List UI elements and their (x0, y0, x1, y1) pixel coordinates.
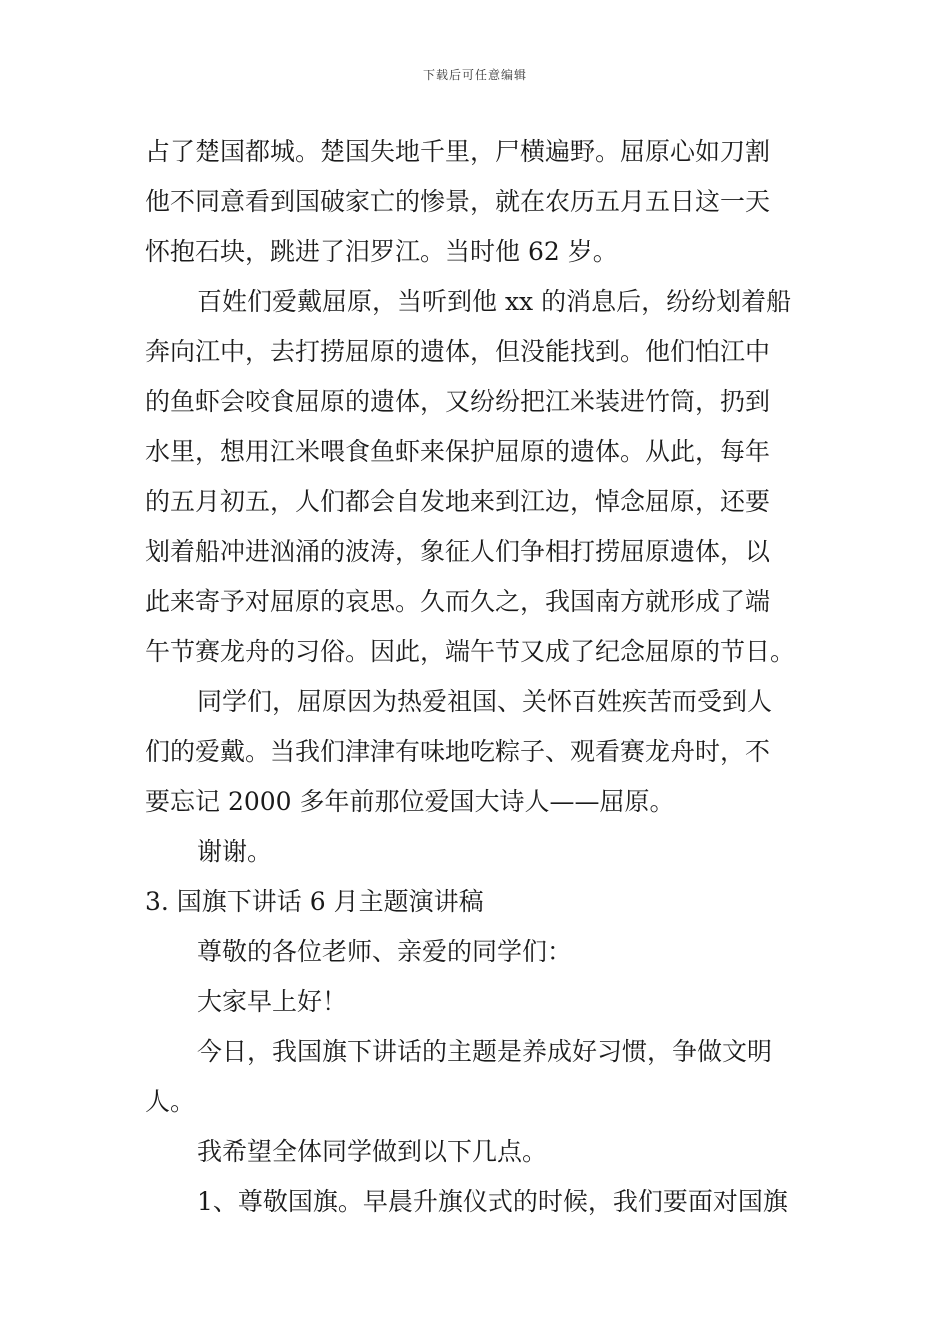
text-line: 们的爱戴。当我们津津有味地吃粽子、观看赛龙舟时，不 (145, 737, 771, 766)
text-line: 1、尊敬国旗。早晨升旗仪式的时候，我们要面对国旗 (197, 1187, 788, 1216)
text-line: 我希望全体同学做到以下几点。 (197, 1137, 548, 1166)
text-line: 奔向江中，去打捞屈原的遗体，但没能找到。他们怕江中 (145, 337, 771, 366)
document-body (145, 127, 809, 1227)
text-line: 大家早上好！ (197, 987, 348, 1016)
text-line: 他不同意看到国破家亡的惨景，就在农历五月五日这一天 (145, 187, 771, 216)
text-line: 怀抱石块，跳进了汨罗江。当时他 62 岁。 (145, 237, 618, 266)
text-line: 水里，想用江米喂食鱼虾来保护屈原的遗体。从此，每年 (145, 437, 771, 466)
text-line: 今日，我国旗下讲话的主题是养成好习惯，争做文明 (197, 1037, 773, 1066)
text-line: 占了楚国都城。楚国失地千里，尸横遍野。屈原心如刀割 (145, 137, 771, 166)
text-line: 尊敬的各位老师、亲爱的同学们： (197, 937, 573, 966)
text-line: 午节赛龙舟的习俗。因此，端午节又成了纪念屈原的节日。 (145, 637, 796, 666)
text-line: 的五月初五，人们都会自发地来到江边，悼念屈原，还要 (145, 487, 771, 516)
text-line: 划着船冲进汹涌的波涛，象征人们争相打捞屈原遗体，以 (145, 537, 771, 566)
text-line: 百姓们爱戴屈原，当听到他 xx 的消息后，纷纷划着船 (197, 287, 792, 316)
text-line: 人。 (145, 1087, 196, 1116)
text-line: 要忘记 2000 多年前那位爱国大诗人——屈原。 (145, 787, 675, 816)
text-line: 谢谢。 (197, 837, 273, 866)
text-line: 的鱼虾会咬食屈原的遗体，又纷纷把江米装进竹筒，扔到 (145, 387, 771, 416)
section-heading: 3. 国旗下讲话 6 月主题演讲稿 (145, 887, 484, 916)
page-header: 下载后可任意编辑 (422, 68, 527, 82)
text-line: 此来寄予对屈原的哀思。久而久之，我国南方就形成了端 (145, 587, 771, 616)
text-line: 同学们，屈原因为热爱祖国、关怀百姓疾苦而受到人 (197, 687, 773, 716)
